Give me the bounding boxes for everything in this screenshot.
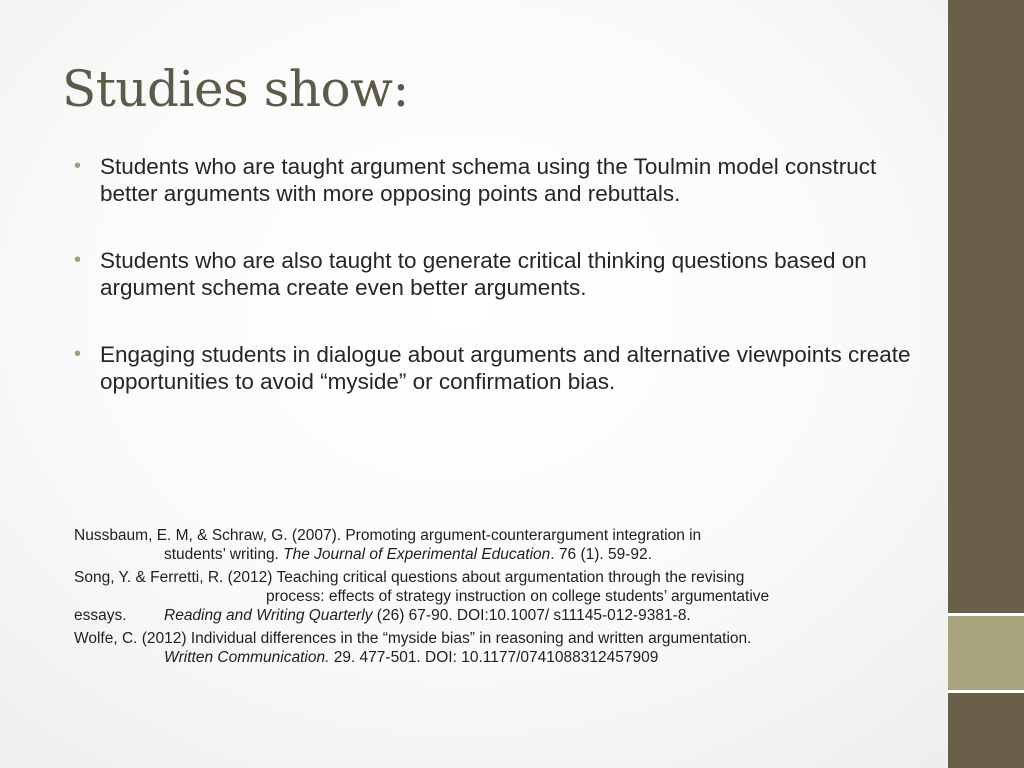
reference-entry: [74, 629, 894, 667]
reference-journal: The Journal of Experimental Education: [283, 546, 551, 563]
reference-line: Song, Y. & Ferretti, R. (2012) Teaching critical questions about argumentation through the revising: [74, 569, 745, 586]
bullet-item: [74, 153, 914, 207]
reference-line: Wolfe, C. (2012) Individual differences in the “myside bias” in reasoning and written argumentation.: [74, 630, 752, 647]
slide-title: Studies show:: [62, 60, 409, 118]
reference-entry: [74, 526, 894, 564]
reference-entry: [74, 568, 894, 625]
reference-line-continued: [74, 545, 894, 564]
decorative-sidebar: [948, 0, 1024, 768]
reference-text: (26) 67-90. DOI:10.1007/ s11145-012-9381-8.: [372, 607, 691, 624]
reference-line-continued: [74, 648, 894, 667]
bullet-marker-icon: •: [74, 249, 82, 271]
bullet-list: [74, 153, 914, 435]
references: [74, 526, 894, 671]
reference-line-continued: process: effects of strategy instruction on college students’ argumentative: [266, 588, 770, 605]
bullet-text: Students who are also taught to generate critical thinking questions based on argument schema create even better arguments.: [100, 248, 867, 300]
reference-text: . 76 (1). 59-92.: [550, 546, 652, 563]
reference-text: essays.: [74, 607, 127, 624]
sidebar-bar-bottom: [948, 693, 1024, 768]
reference-journal: Written Communication.: [164, 649, 330, 666]
sidebar-accent-block: [948, 616, 1024, 690]
reference-journal: Reading and Writing Quarterly: [164, 607, 373, 624]
bullet-item: [74, 247, 914, 301]
bullet-text: Students who are taught argument schema using the Toulmin model construct better arguments with more opposing points and rebuttals.: [100, 154, 877, 206]
reference-text: 29. 477-501. DOI: 10.1177/0741088312457909: [329, 649, 659, 666]
reference-text: students’ writing.: [164, 546, 284, 563]
reference-line-continued: [74, 607, 691, 624]
reference-line: Nussbaum, E. M, & Schraw, G. (2007). Promoting argument-counterargument integration in: [74, 527, 702, 544]
bullet-item: [74, 341, 914, 395]
bullet-marker-icon: •: [74, 343, 82, 365]
bullet-text: Engaging students in dialogue about arguments and alternative viewpoints create opportunities to avoid “myside” or confirmation bias.: [100, 342, 911, 394]
sidebar-bar-top: [948, 0, 1024, 613]
bullet-marker-icon: •: [74, 155, 82, 177]
